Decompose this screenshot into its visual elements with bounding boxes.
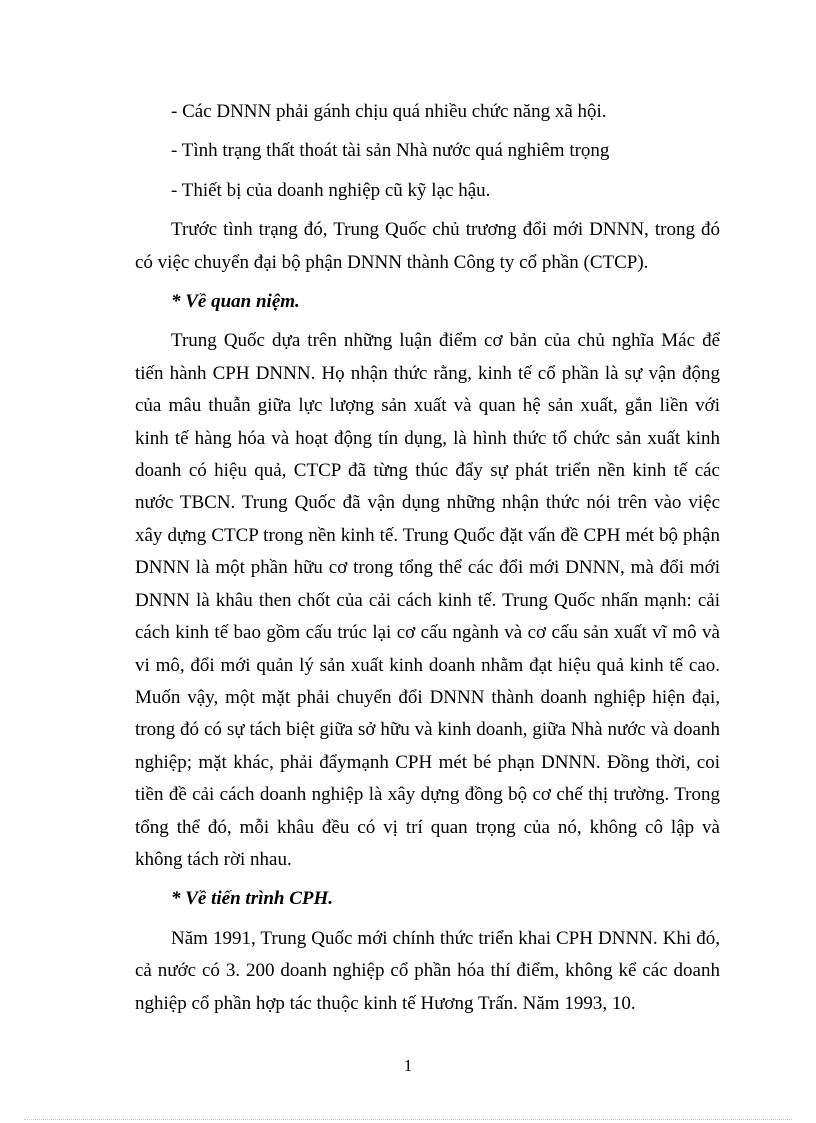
intro-paragraph: Trước tình trạng đó, Trung Quốc chủ trương đổi mới DNNN, trong đó có việc chuyển đại bộ phận DNNN thành Công ty cổ phần (CTCP). — [135, 219, 720, 273]
bullet-item: - Tình trạng thất thoát tài sản Nhà nước quá nghiêm trọng — [171, 140, 610, 162]
page-body — [135, 96, 720, 1027]
bullet-item: - Các DNNN phải gánh chịu quá nhiều chức năng xã hội. — [171, 101, 607, 122]
bullet-item: - Thiết bị của doanh nghiệp cũ kỹ lạc hậu. — [171, 179, 491, 201]
section-heading-process: * Về tiến trình CPH. — [171, 888, 334, 910]
page-number: 1 — [403, 1056, 413, 1075]
process-paragraph: Năm 1991, Trung Quốc mới chính thức triển khai CPH DNNN. Khi đó, cả nước có 3. 200 doanh nghiệp cổ phần hóa thí điểm, không kể các doanh nghiệp cổ phần hợp tác thuộc kinh tế Hương Trấn. Năm 1993, 10. — [135, 927, 720, 1014]
concept-paragraph: Trung Quốc dựa trên những luận điểm cơ bản của chủ nghĩa Mác để tiến hành CPH DNNN. Họ nhận thức rằng, kinh tế cổ phần là sự vận động của mâu thuẫn giữa lực lượng sản xuất và quan hệ sản xuất, gắn liền với kinh tế hàng hóa và hoạt động tín dụng, là hình thức tổ chức sản xuất kinh doanh có hiệu quả, CTCP đã từng thúc đẩy sự phát triển nền kinh tế các nước TBCN. Trung Quốc đã vận dụng những nhận thức nói trên vào việc xây dựng CTCP trong nền kinh tế. Trung Quốc đặt vấn đề CPH mét bộ phận DNNN là một phần hữu cơ trong tổng thể các đổi mới DNNN, mà đổi mới DNNN là khâu then chốt của cải cách kinh tế. Trung Quốc nhấn mạnh: cải cách kinh tế bao gồm cấu trúc lại cơ cấu ngành và cơ cấu sản xuất vĩ mô và vi mô, đổi mới quản lý sản xuất kinh doanh nhằm đạt hiệu quả kinh tế cao. Muốn vậy, một mặt phải chuyển đổi DNNN thành doanh nghiệp hiện đại, trong đó có sự tách biệt giữa sở hữu và kinh doanh, giữa Nhà nước và doanh nghiệp; mặt khác, phải đẩymạnh CPH mét bé phạn DNNN. Đồng thời, coi tiền đề cải cách doanh nghiệp là xây dựng đồng bộ cơ chế thị trường. Trong tổng thể đó, mỗi khâu đều có vị trí quan trọng của nó, không cô lập và không tách rời nhau. — [135, 330, 720, 870]
page-bottom-divider — [24, 1119, 792, 1120]
section-heading-concept: * Về quan niệm. — [171, 291, 300, 313]
